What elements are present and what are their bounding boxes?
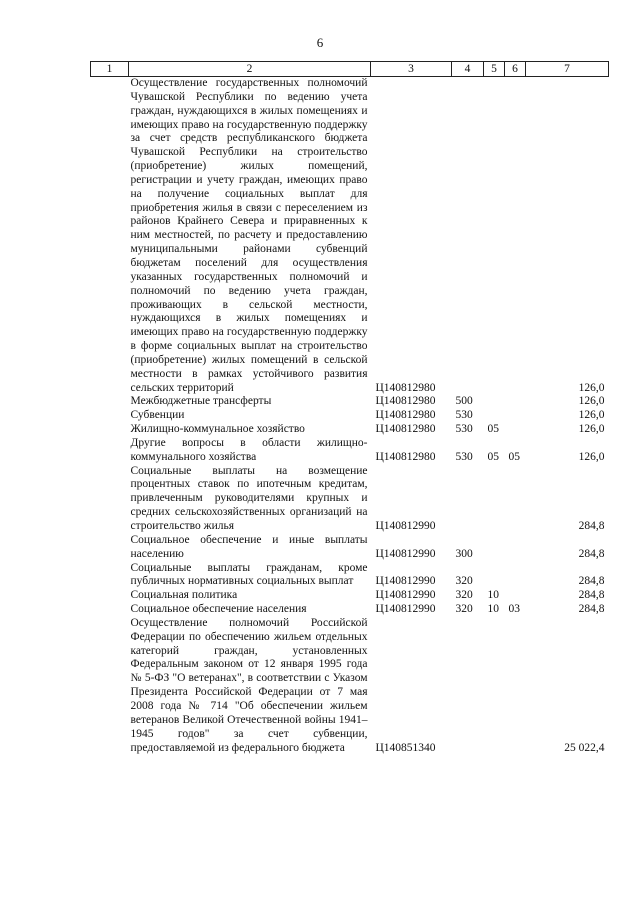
- table-row: [91, 534, 609, 562]
- row-col-5: 05: [487, 450, 499, 463]
- row-col-4: 320: [455, 589, 473, 602]
- table-row: [91, 409, 609, 423]
- row-code: Ц140812980: [375, 409, 436, 422]
- row-amount: 284,8: [578, 547, 605, 560]
- row-code: Ц140812990: [375, 547, 436, 560]
- row-code: Ц140812980: [375, 423, 436, 436]
- row-amount: 284,8: [578, 589, 605, 602]
- row-amount: 126,0: [578, 409, 605, 422]
- row-name: Жилищно-коммунальное хозяйство: [130, 423, 305, 436]
- header-col-1: 1: [91, 62, 129, 77]
- row-col-4: [452, 617, 484, 755]
- row-code: Ц140812990: [375, 520, 436, 532]
- table-row: [91, 617, 609, 755]
- row-name: Социальные выплаты гражданам, кроме публичных нормативных социальных выплат: [130, 561, 368, 588]
- header-col-3: 3: [371, 62, 452, 77]
- row-col-6: [505, 409, 526, 423]
- row-amount: 126,0: [578, 395, 605, 408]
- row-code: Ц140812980: [375, 381, 436, 394]
- row-col-5: [484, 395, 505, 409]
- row-col-4: [452, 465, 484, 534]
- row-code: Ц140812980: [375, 395, 436, 408]
- table-row: [91, 395, 609, 409]
- header-col-7: 7: [526, 62, 609, 77]
- row-col-4: 320: [455, 603, 473, 616]
- row-amount: 284,8: [578, 575, 605, 588]
- row-col-6: 05: [508, 450, 520, 463]
- row-col-6: 03: [508, 603, 520, 616]
- header-col-4: 4: [452, 62, 484, 77]
- row-col-6: [505, 77, 526, 396]
- row-name: Социальная политика: [130, 589, 238, 602]
- row-amount: 284,8: [578, 603, 605, 616]
- header-col-6: 6: [505, 62, 526, 77]
- table-row: [91, 603, 609, 617]
- row-col-4: 500: [455, 395, 473, 408]
- row-col-4: 530: [455, 423, 473, 436]
- row-col-6: [505, 589, 526, 603]
- row-col-6: [505, 534, 526, 562]
- row-name: Социальные выплаты на возмещение процентных ставок по ипотечным кредитам, привлеченным руководителями крупных и средних сельскохозяйственных организаций на строительство жилья: [130, 464, 368, 532]
- row-amount: 126,0: [578, 450, 605, 463]
- row-col-6: [505, 395, 526, 409]
- row-code: Ц140812990: [375, 589, 436, 602]
- header-col-5: 5: [484, 62, 505, 77]
- budget-table: [90, 61, 609, 755]
- row-amount: 126,0: [578, 381, 605, 394]
- row-name: Социальное обеспечение и иные выплаты населению: [130, 533, 368, 560]
- row-name: Субвенции: [130, 409, 185, 422]
- row-name: Другие вопросы в области жилищно-коммунального хозяйства: [130, 436, 368, 463]
- table-row: [91, 423, 609, 437]
- row-col-4: 300: [455, 547, 473, 560]
- row-name: Осуществление полномочий Российской Федерации по обеспечению жильем отдельных категорий граждан, установленных Федеральным законом от 12 января 1995 года № 5-ФЗ "О ветеранах", в соответствии с Указом Президента Российской Федерации от 7 мая 2008 года № 714 "Об обеспечении жильем ветеранов Великой Отечественной войны 1941–1945 годов" за счет субвенции, предоставляемой из федерального бюджета: [130, 616, 368, 754]
- table-row: [91, 562, 609, 590]
- row-col-5: [484, 534, 505, 562]
- row-name: Межбюджетные трансферты: [130, 395, 272, 408]
- row-col-4: 530: [455, 409, 473, 422]
- row-col-5: 05: [487, 423, 499, 436]
- row-col-5: [484, 617, 505, 755]
- row-col-5: [484, 77, 505, 396]
- row-col-5: [484, 409, 505, 423]
- row-code: Ц140812990: [375, 603, 436, 616]
- row-col-4: 530: [455, 450, 473, 463]
- row-col-4: 320: [455, 575, 473, 588]
- table-row: [91, 437, 609, 465]
- row-col-4: [452, 77, 484, 396]
- row-amount: 284,8: [578, 520, 605, 532]
- table-row: [91, 465, 609, 534]
- row-col-6: [505, 465, 526, 534]
- row-code: Ц140812980: [375, 450, 436, 463]
- row-col-5: [484, 562, 505, 590]
- row-code: Ц140851340: [375, 741, 436, 754]
- row-col-5: [484, 465, 505, 534]
- row-name: Осуществление государственных полномочий Чувашской Республики по ведению учета граждан, нуждающихся в жилых помещениях и имеющих право на государственную поддержку за счет средств республиканского бюджета Чувашской Республики на строительство (приобретение) жилых помещений, регистрации и учету граждан, имеющих право на получение социальных выплат для приобретения жилья в связи с переселением из районов Крайнего Севера и приравненных к ним местностей, по расчету и предоставлению муниципальными районами субвенций бюджетам поселений для осуществления указанных государственных полномочий и полномочий по ведению учета граждан, проживающих в сельской местности, нуждающихся в жилых помещениях и имеющих право на государственную поддержку в форме социальных выплат на строительство (приобретение) жилых помещений в сельской местности в рамках устойчивого развития сельских территорий: [130, 77, 368, 394]
- row-code: Ц140812990: [375, 575, 436, 588]
- row-col-6: [505, 617, 526, 755]
- table-row: [91, 589, 609, 603]
- row-col-6: [505, 423, 526, 437]
- row-col-6: [505, 562, 526, 590]
- page-number: 6: [316, 35, 324, 50]
- row-name: Социальное обеспечение населения: [130, 603, 307, 616]
- row-col-5: 10: [487, 603, 499, 616]
- row-amount: 25 022,4: [564, 741, 605, 754]
- row-amount: 126,0: [578, 423, 605, 436]
- row-col-5: 10: [487, 589, 499, 602]
- column-number-header: [91, 62, 609, 77]
- header-col-2: 2: [129, 62, 371, 77]
- table-row: [91, 77, 609, 396]
